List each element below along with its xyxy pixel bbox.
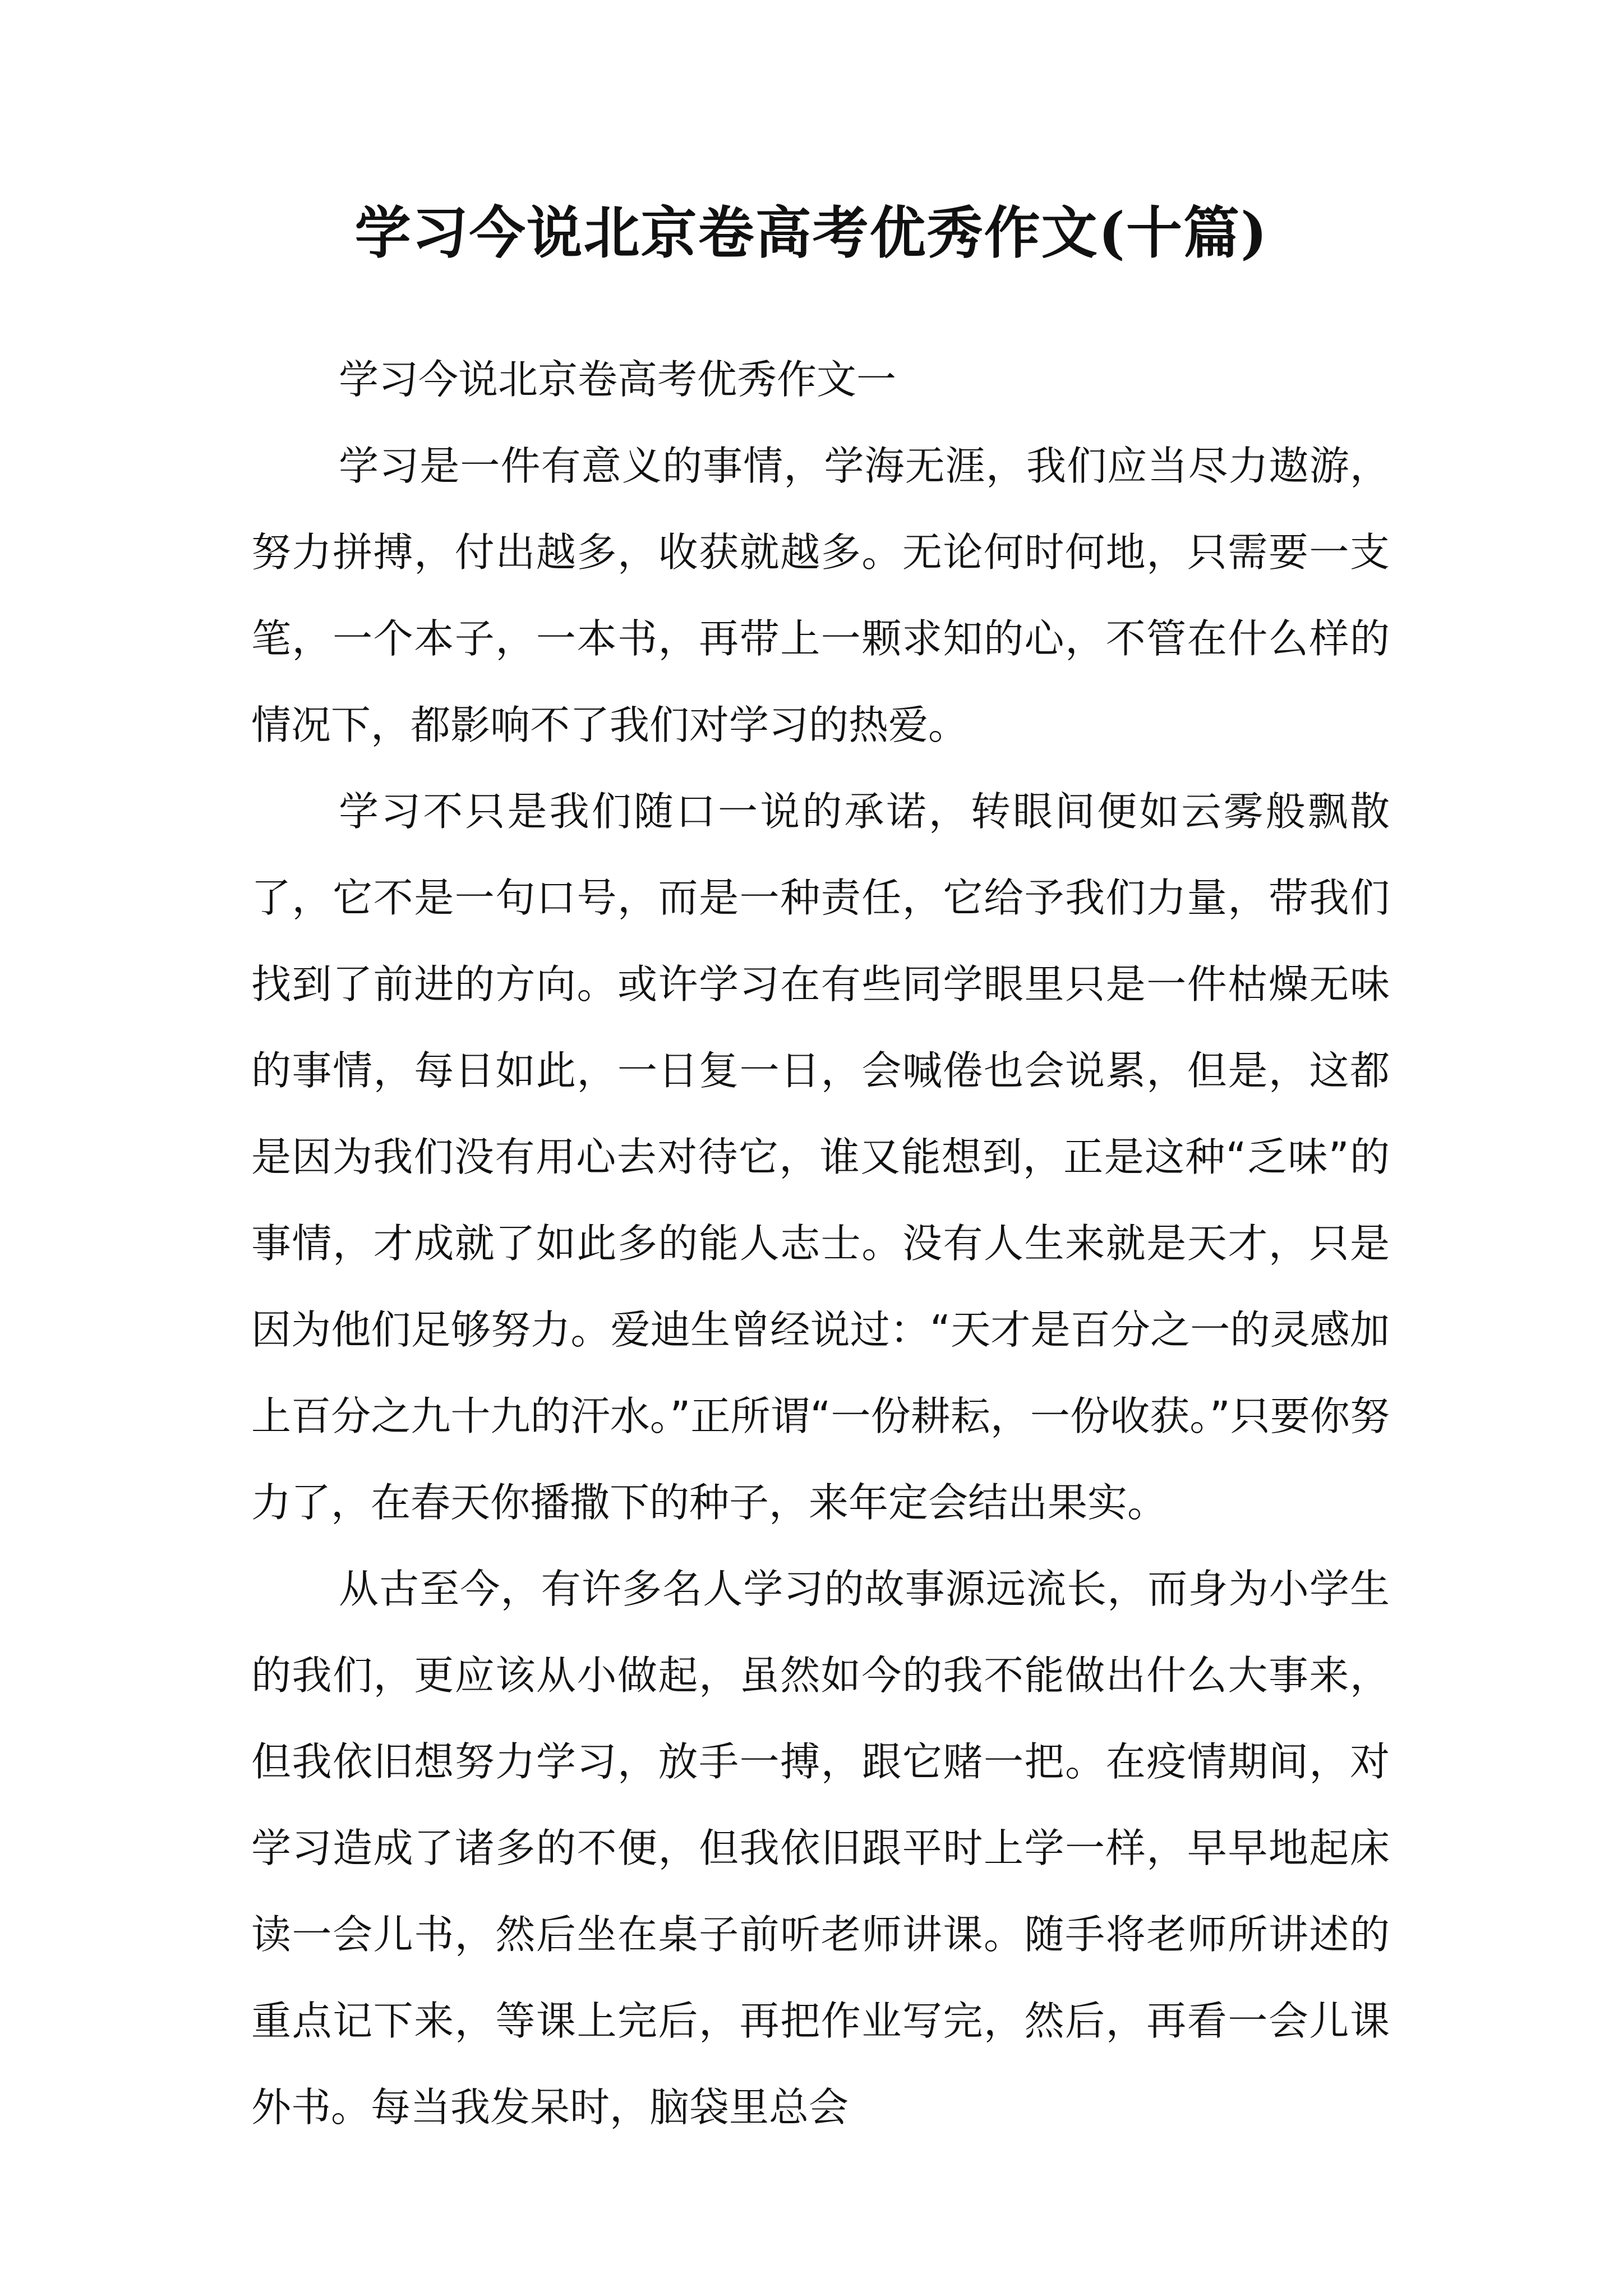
section-heading: 学习今说北京卷高考优秀作文一: [339, 356, 897, 403]
paragraph: 从古至今，有许多名人学习的故事源远流长，而身为小学生的我们，更应该从小做起，虽然如今的我不能做出什么大事来，但我依旧想努力学习，放手一搏，跟它赌一把。在疫情期间，对学习造成了诸多的不便，但我依旧跟平时上学一样，早早地起床读一会儿书，然后坐在桌子前听老师讲课。随手将老师所讲述的重点记下来，等课上完后，再把作业写完，然后，再看一会儿课外书。每当我发呆时，脑袋里总会: [251, 1566, 1390, 2131]
document-body: [251, 337, 1390, 2151]
paragraph: 学习不只是我们随口一说的承诺，转眼间便如云雾般飘散了，它不是一句口号，而是一种责任，它给予我们力量，带我们找到了前进的方向。或许学习在有些同学眼里只是一件枯燥无味的事情，每日如此，一日复一日，会喊倦也会说累，但是，这都是因为我们没有用心去对待它，谁又能想到，正是这种“乏味”的事情，才成就了如此多的能人志士。没有人生来就是天才，只是因为他们足够努力。爱迪生曾经说过：“天才是百分之一的灵感加上百分之九十九的汗水。”正所谓“一份耕耘，一份收获。”只要你努力了，在春天你播撒下的种子，来年定会结出果实。: [251, 788, 1390, 1526]
document-title: 学习今说北京卷高考优秀作文(十篇): [354, 200, 1269, 266]
paragraph: 学习是一件有意义的事情，学海无涯，我们应当尽力遨游，努力拼搏，付出越多，收获就越多。无论何时何地，只需要一支笔，一个本子，一本书，再带上一颗求知的心，不管在什么样的情况下，都影响不了我们对学习的热爱。: [251, 443, 1390, 748]
